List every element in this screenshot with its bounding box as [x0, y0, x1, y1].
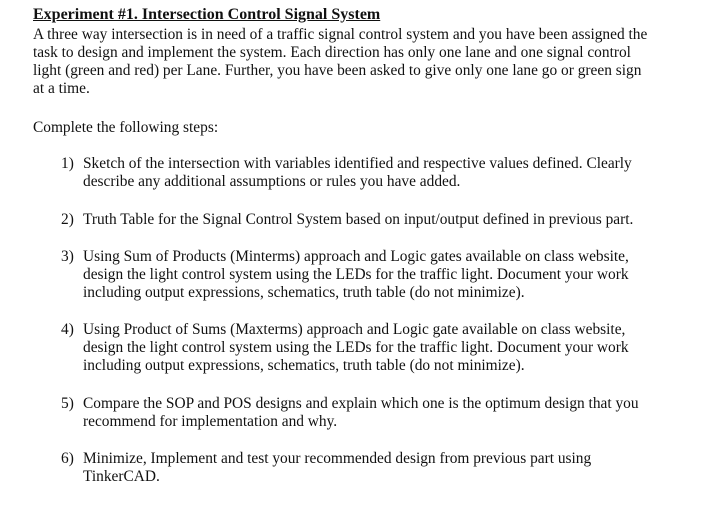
experiment-title: Experiment #1. Intersection Control Signal System — [33, 6, 381, 23]
step-item — [61, 450, 691, 486]
step-text-line: recommend for implementation and why. — [83, 413, 338, 430]
step-number: 3) — [61, 248, 74, 265]
step-item — [61, 211, 691, 229]
step-text-line: Minimize, Implement and test your recommended design from previous part using — [83, 450, 592, 467]
step-text-line: Compare the SOP and POS designs and explain which one is the optimum design that you — [83, 395, 639, 412]
step-text-line: Sketch of the intersection with variables identified and respective values defined. Clearly — [83, 155, 632, 172]
step-text-line: Using Sum of Products (Minterms) approach and Logic gates available on class website, — [83, 248, 629, 265]
step-text-line: Truth Table for the Signal Control System based on input/output defined in previous part. — [83, 211, 634, 228]
step-number: 4) — [61, 321, 74, 338]
step-text-line: describe any additional assumptions or rules you have added. — [83, 173, 461, 190]
step-text-line: including output expressions, schematics, truth table (do not minimize). — [83, 284, 525, 301]
step-text-line: including output expressions, schematics, truth table (do not minimize). — [83, 357, 525, 374]
step-item — [61, 248, 691, 302]
step-number: 5) — [61, 395, 74, 412]
steps-heading: Complete the following steps: — [33, 119, 219, 136]
step-number: 1) — [61, 155, 74, 172]
step-text-line: design the light control system using the LEDs for the traffic light. Document your work — [83, 339, 629, 356]
step-item — [61, 395, 691, 431]
step-number: 6) — [61, 450, 74, 467]
step-item — [61, 321, 691, 375]
intro-line: at a time. — [33, 80, 90, 97]
intro-line: A three way intersection is in need of a traffic signal control system and you have been assigned the — [33, 26, 648, 43]
step-text-line: Using Product of Sums (Maxterms) approach and Logic gate available on class website, — [83, 321, 626, 338]
step-text-line: design the light control system using the LEDs for the traffic light. Document your work — [83, 266, 629, 283]
intro-line: light (green and red) per Lane. Further, you have been asked to give only one lane go or green sign — [33, 62, 642, 79]
step-number: 2) — [61, 211, 74, 228]
step-item — [61, 155, 691, 191]
step-text-line: TinkerCAD. — [83, 468, 160, 485]
intro-line: task to design and implement the system. Each direction has only one lane and one signal control — [33, 44, 631, 61]
